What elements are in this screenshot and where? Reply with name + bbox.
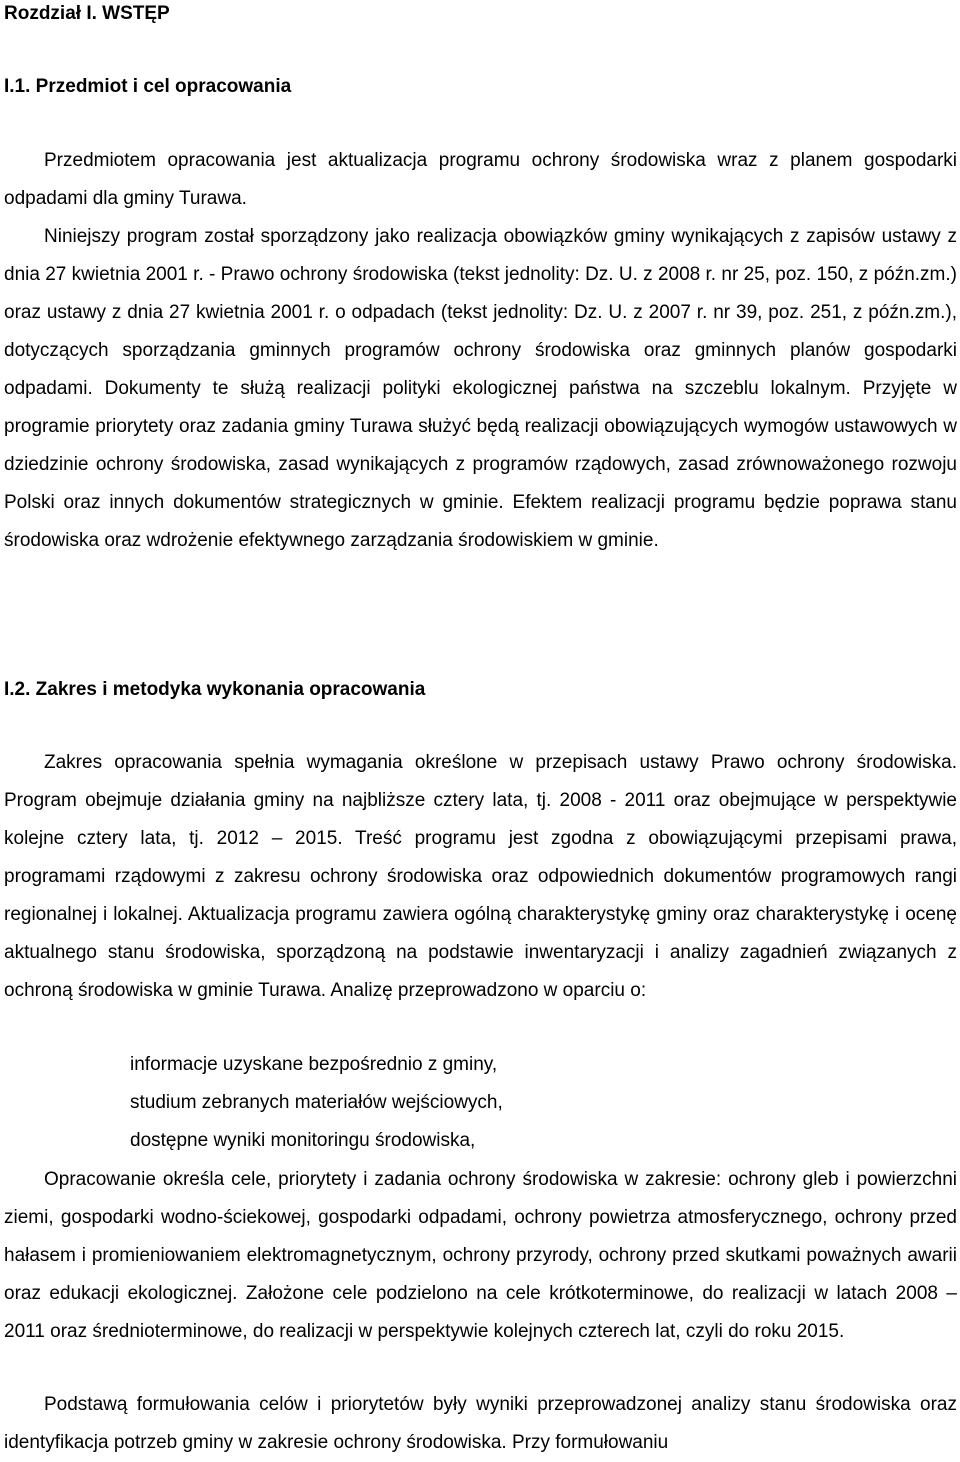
section-2-paragraph-3: Podstawą formułowania celów i priorytetów były wyniki przeprowadzonej analizy stanu środowiska oraz identyfikacja potrzeb gminy w zakresie ochrony środowiska. Przy formułowaniu xyxy=(4,1394,957,1453)
list-item: dostępne wyniki monitoringu środowiska, xyxy=(130,1130,476,1151)
section-2-paragraph-2: Opracowanie określa cele, priorytety i zadania ochrony środowiska w zakresie: ochrony gleb i powierzchni ziemi, gospodarki wodno-ściekowej, gospodarki odpadami, ochrony powietrza atmosferycznego, ochrony przed hałasem i promieniowaniem elektromagnetycznym, ochrony przyrody, ochrony przed skutkami poważnych awarii oraz edukacji ekologicznej. Założone cele podzielono na cele krótkoterminowe, do realizacji w latach 2008 – 2011 oraz średnioterminowe, do realizacji w perspektywie kolejnych czterech lat, czyli do roku 2015. xyxy=(4,1169,957,1342)
section-1-paragraph-1: Przedmiotem opracowania jest aktualizacja programu ochrony środowiska wraz z planem gospodarki odpadami dla gminy Turawa. xyxy=(4,150,957,209)
section-title-1-2: I.2. Zakres i metodyka wykonania opracowania xyxy=(4,679,426,700)
analysis-sources-list xyxy=(130,1046,503,1160)
chapter-title: Rozdział I. WSTĘP xyxy=(4,3,170,24)
section-2-paragraph-1: Zakres opracowania spełnia wymagania określone w przepisach ustawy Prawo ochrony środowiska. Program obejmuje działania gminy na najbliższe cztery lata, tj. 2008 - 2011 oraz obejmujące w perspektywie kolejne cztery lata, tj. 2012 – 2015. Treść programu jest zgodna z obowiązującymi przepisami prawa, programami rządowymi z zakresu ochrony środowiska oraz odpowiednich dokumentów programowych rangi regionalnej i lokalnej. Aktualizacja programu zawiera ogólną charakterystykę gminy oraz charakterystykę i ocenę aktualnego stanu środowiska, sporządzoną na podstawie inwentaryzacji i analizy zagadnień związanych z ochroną środowiska w gminie Turawa. Analizę przeprowadzono w oparciu o: xyxy=(4,752,957,1001)
list-item: studium zebranych materiałów wejściowych, xyxy=(130,1092,503,1113)
section-1-paragraph-2: Niniejszy program został sporządzony jako realizacja obowiązków gminy wynikających z zapisów ustawy z dnia 27 kwietnia 2001 r. - Prawo ochrony środowiska (tekst jednolity: Dz. U. z 2008 r. nr 25, poz. 150, z późn.zm.) oraz ustawy z dnia 27 kwietnia 2001 r. o odpadach (tekst jednolity: Dz. U. z 2007 r. nr 39, poz. 251, z późn.zm.), dotyczących sporządzania gminnych programów ochrony środowiska oraz gminnych planów gospodarki odpadami. Dokumenty te służą realizacji polityki ekologicznej państwa na szczeblu lokalnym. Przyjęte w programie priorytety oraz zadania gminy Turawa służyć będą realizacji obowiązujących wymogów ustawowych w dziedzinie ochrony środowiska, zasad wynikających z programów rządowych, zasad zrównoważonego rozwoju Polski oraz innych dokumentów strategicznych w gminie. Efektem realizacji programu będzie poprawa stanu środowiska oraz wdrożenie efektywnego zarządzania środowiskiem w gminie. xyxy=(4,226,957,551)
list-item: informacje uzyskane bezpośrednio z gminy, xyxy=(130,1054,498,1075)
section-title-1-1: I.1. Przedmiot i cel opracowania xyxy=(4,76,292,97)
